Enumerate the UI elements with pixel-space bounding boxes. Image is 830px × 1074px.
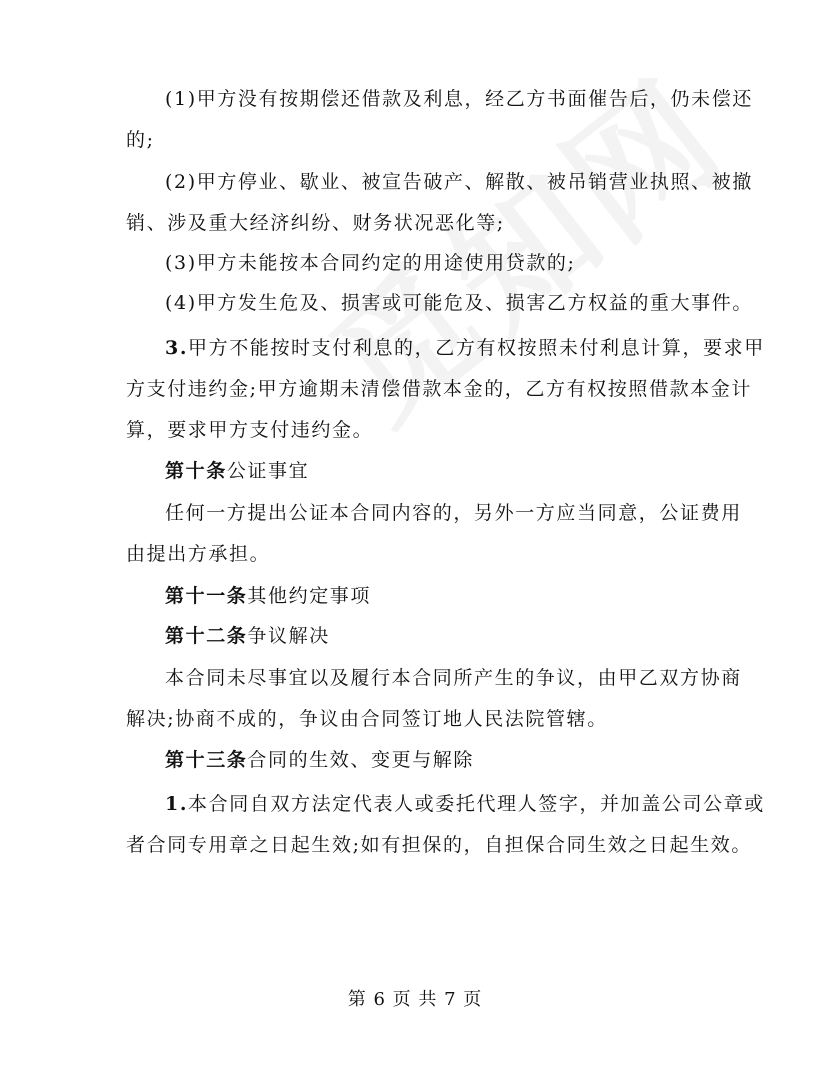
- article-heading: [165, 584, 371, 608]
- text-line-content: 甲方不能按时支付利息的，乙方有权按照未付利息计算，要求甲: [188, 337, 765, 359]
- text-line-content: (3)甲方未能按本合同约定的用途使用贷款的;: [165, 252, 576, 274]
- text-line: [126, 211, 505, 235]
- text-line: [165, 291, 753, 315]
- item-number: 1.: [165, 793, 189, 815]
- article-number: 第十三条: [165, 749, 248, 771]
- article-title: 公证事宜: [226, 460, 310, 482]
- page-footer: 第 6 页 共 7 页: [347, 989, 483, 1010]
- article-title: 合同的生效、变更与解除: [247, 749, 475, 771]
- text-line: [165, 666, 742, 690]
- text-line: [126, 377, 752, 401]
- text-line-content: (2)甲方停业、歇业、被宣告破产、解散、被吊销营业执照、被撤: [165, 171, 753, 193]
- text-line: [165, 87, 753, 111]
- text-line: [165, 170, 753, 194]
- text-line-content: 本合同未尽事宜以及履行本合同所产生的争议，由甲乙双方协商: [165, 667, 742, 689]
- article-number: 第十条: [165, 460, 227, 482]
- text-line-content: 由提出方承担。: [126, 543, 271, 565]
- text-line-content: 本合同自双方法定代表人或委托代理人签字，并加盖公司公章或: [188, 793, 765, 815]
- article-heading: [165, 459, 309, 483]
- article-heading: [165, 748, 474, 772]
- text-line-content: 任何一方提出公证本合同内容的，另外一方应当同意，公证费用: [165, 502, 742, 524]
- text-line: [165, 501, 742, 525]
- text-line: [126, 707, 608, 731]
- article-heading: [165, 624, 330, 648]
- article-title: 其他约定事项: [247, 585, 372, 607]
- text-line: [126, 833, 752, 857]
- text-line-content: 算，要求甲方支付违约金。: [126, 419, 374, 441]
- article-title: 争议解决: [247, 625, 330, 647]
- text-line-content: (4)甲方发生危及、损害或可能危及、损害乙方权益的重大事件。: [165, 292, 753, 314]
- text-line: [165, 251, 576, 275]
- item-number: 3.: [165, 337, 189, 359]
- text-line: [126, 542, 270, 566]
- text-line-content: 解决;协商不成的，争议由合同签订地人民法院管辖。: [126, 708, 608, 730]
- text-line-content: 者合同专用章之日起生效;如有担保的，自担保合同生效之日起生效。: [126, 834, 753, 856]
- text-line: [165, 336, 765, 360]
- text-line-content: (1)甲方没有按期偿还借款及利息，经乙方书面催告后，仍未偿还: [165, 88, 753, 110]
- article-number: 第十一条: [165, 585, 248, 607]
- article-number: 第十二条: [165, 625, 248, 647]
- text-line: [126, 128, 155, 152]
- text-line-content: 销、涉及重大经济纠纷、财务状况恶化等;: [126, 212, 505, 234]
- text-line: [126, 418, 373, 442]
- text-line-content: 方支付违约金;甲方逾期未清偿借款本金的，乙方有权按照借款本金计: [126, 378, 753, 400]
- text-line-content: 的;: [126, 129, 155, 151]
- text-line: [165, 792, 765, 816]
